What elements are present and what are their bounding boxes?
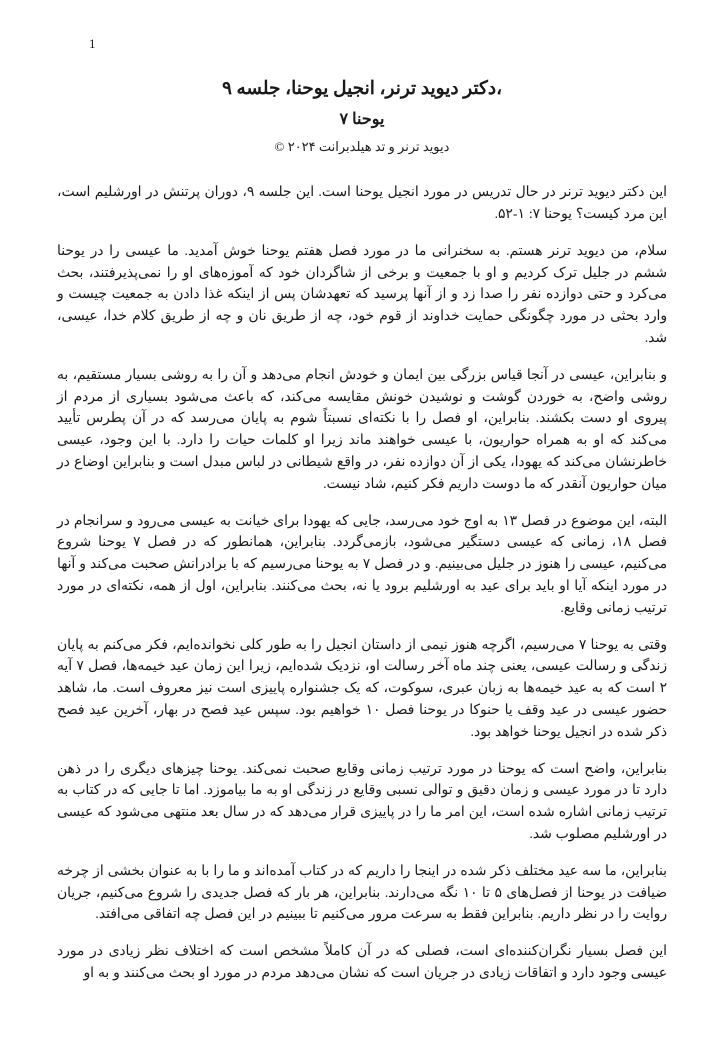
page-number: 1 [89, 36, 96, 51]
paragraph-greeting: سلام، من دیوید ترنر هستم. به سخنرانی ما در مورد فصل هفتم یوحنا خوش آمدید. ما عیسی را در یوحنا ششم در جلیل ترک کردیم و او با جمعیت و برخی از شاگردان خود که آموزه‌های او را نمی‌پذیرفتند، بحث می‌کرد و حتی دوازده نفر را صدا زد و از آنها پرسید که تعهدشان پس از اینکه غذا دادن به جمعیت چیست و وارد بحثی در مورد چگونگی حمایت خداوند از قوم خود، چه از طریق نان و چه از طریق کلام خدا، عیسی، شد. [57, 242, 667, 345]
doc-title: ،دکتر دیوید ترنر، انجیل یوحنا، جلسه ۹ [221, 79, 503, 99]
paragraph-chronology: وقتی به یوحنا ۷ می‌رسیم، اگرچه هنوز نیمی از داستان انجیل را به طور کلی نخوانده‌ایم، فکر می‌کنم به پایان زندگی و رسالت عیسی، یعنی چند ماه آخر رسالت او، نزدیک شده‌ایم، زیرا این زمان عید خیمه‌ها، فصل ۷ آیه ۲ است که به عید خیمه‌ها به زبان عبری، سوکوت، که یک جشنواره پاییزی است نیز معروف است. ما، شاهد حضور عیسی در عید وقف یا حنوکا در یوحنا فصل ۱۰ خواهیم بود. سپس عید فصح در بهار، آخرین عید فصح ذکر شده در انجیل یوحنا خواهد بود. [57, 636, 667, 739]
paragraph-closing: این فصل بسیار نگران‌کننده‌ای است، فصلی که در آن کاملاً مشخص است که اختلاف نظر زیادی در مورد عیسی وجود دارد و اتفاقات زیادی در جریان است که نشان می‌دهد مردم در مورد او بحث می‌کنند و به او [57, 943, 667, 980]
paragraph-judas: البته، این موضوع در فصل ۱۳ به اوج خود می‌رسد، جایی که یهودا برای خیانت به عیسی می‌رود و سرانجام در فصل ۱۸، زمانی که عیسی دستگیر می‌شود، بازمی‌گردد. بنابراین، همانطور که در فصل ۷ یوحنا شروع می‌کنیم، عیسی را هنوز در جلیل می‌بینیم. و در فصل ۷ به یوحنا می‌رسیم که با برادرانش صحبت می‌کند و آنها در مورد اینکه آیا او باید برای عید به اورشلیم برود یا نه، بحث می‌کنند. بنابراین، اول از همه، نکته‌ای در مورد ترتیب زمانی وقایع. [57, 512, 668, 615]
paragraph-intro: این دکتر دیوید ترنر در حال تدریس در مورد انجیل یوحنا است. این جلسه ۹، دوران پرتنش در اورشلیم است، این مرد کیست؟ یوحنا ۷: ۱-۵۲. [57, 184, 668, 221]
paragraph-timeline: بنابراین، واضح است که یوحنا در مورد ترتیب زمانی وقایع صحبت نمی‌کند. یوحنا چیزهای دیگری را در ذهن دارد تا در مورد عیسی و زمان دقیق و توالی نسبی وقایع در زندگی او به ما بیاموزد. اما تا جایی که در کتاب به ترتیب زمانی اشاره شده است، این امر ما را در پاییزی قرار می‌دهد که در سال بعد منتهی می‌شود که عیسی در اورشلیم مصلوب شد. [57, 760, 667, 841]
paragraph-feasts: بنابراین، ما سه عید مختلف ذکر شده در اینجا را داریم که در کتاب آمده‌اند و ما را با به عنوان بخشی از چرخه ضیافت در یوحنا از فصل‌های ۵ تا ۱۰ نگه می‌دارند. بنابراین، هر بار که فصل جدیدی را شروع می‌کنیم، جریان روایت را در نظر داریم. بنابراین فقط به سرعت مرور می‌کنیم تا ببینیم در این فصل چه اتفاقی می‌افتد. [57, 862, 667, 922]
doc-subtitle: یوحنا ۷ [339, 110, 385, 128]
copyright-line: دیوید ترنر و تد هیلدبرانت ۲۰۲۴ © [274, 139, 450, 155]
document-body [57, 181, 667, 984]
paragraph-analogy: و بنابراین، عیسی در آنجا قیاس بزرگی بین ایمان و خودش انجام می‌دهد و آن را به روشی بسیار مستقیم، به روشی واضح، به خوردن گوشت و نوشیدن خونش مقایسه می‌کند، که باعث می‌شود بسیاری از مردم از پیروی او دست بکشند. بنابراین، او فصل را با نکته‌ای نسبتاً شوم به پایان می‌رسد که در آن پطرس تأیید می‌کند که او به همراه حواریون، با عیسی خواهند ماند زیرا او کلمات حیات را دارد. با این وجود، عیسی خاطرنشان می‌کند که یهودا، یکی از آن دوازده نفر، در واقع شیطانی در لباس مبدل است و بنابراین اوضاع در میان حواریون آنقدر که ما دوست داریم فکر کنیم، شاد نیست. [57, 366, 667, 491]
